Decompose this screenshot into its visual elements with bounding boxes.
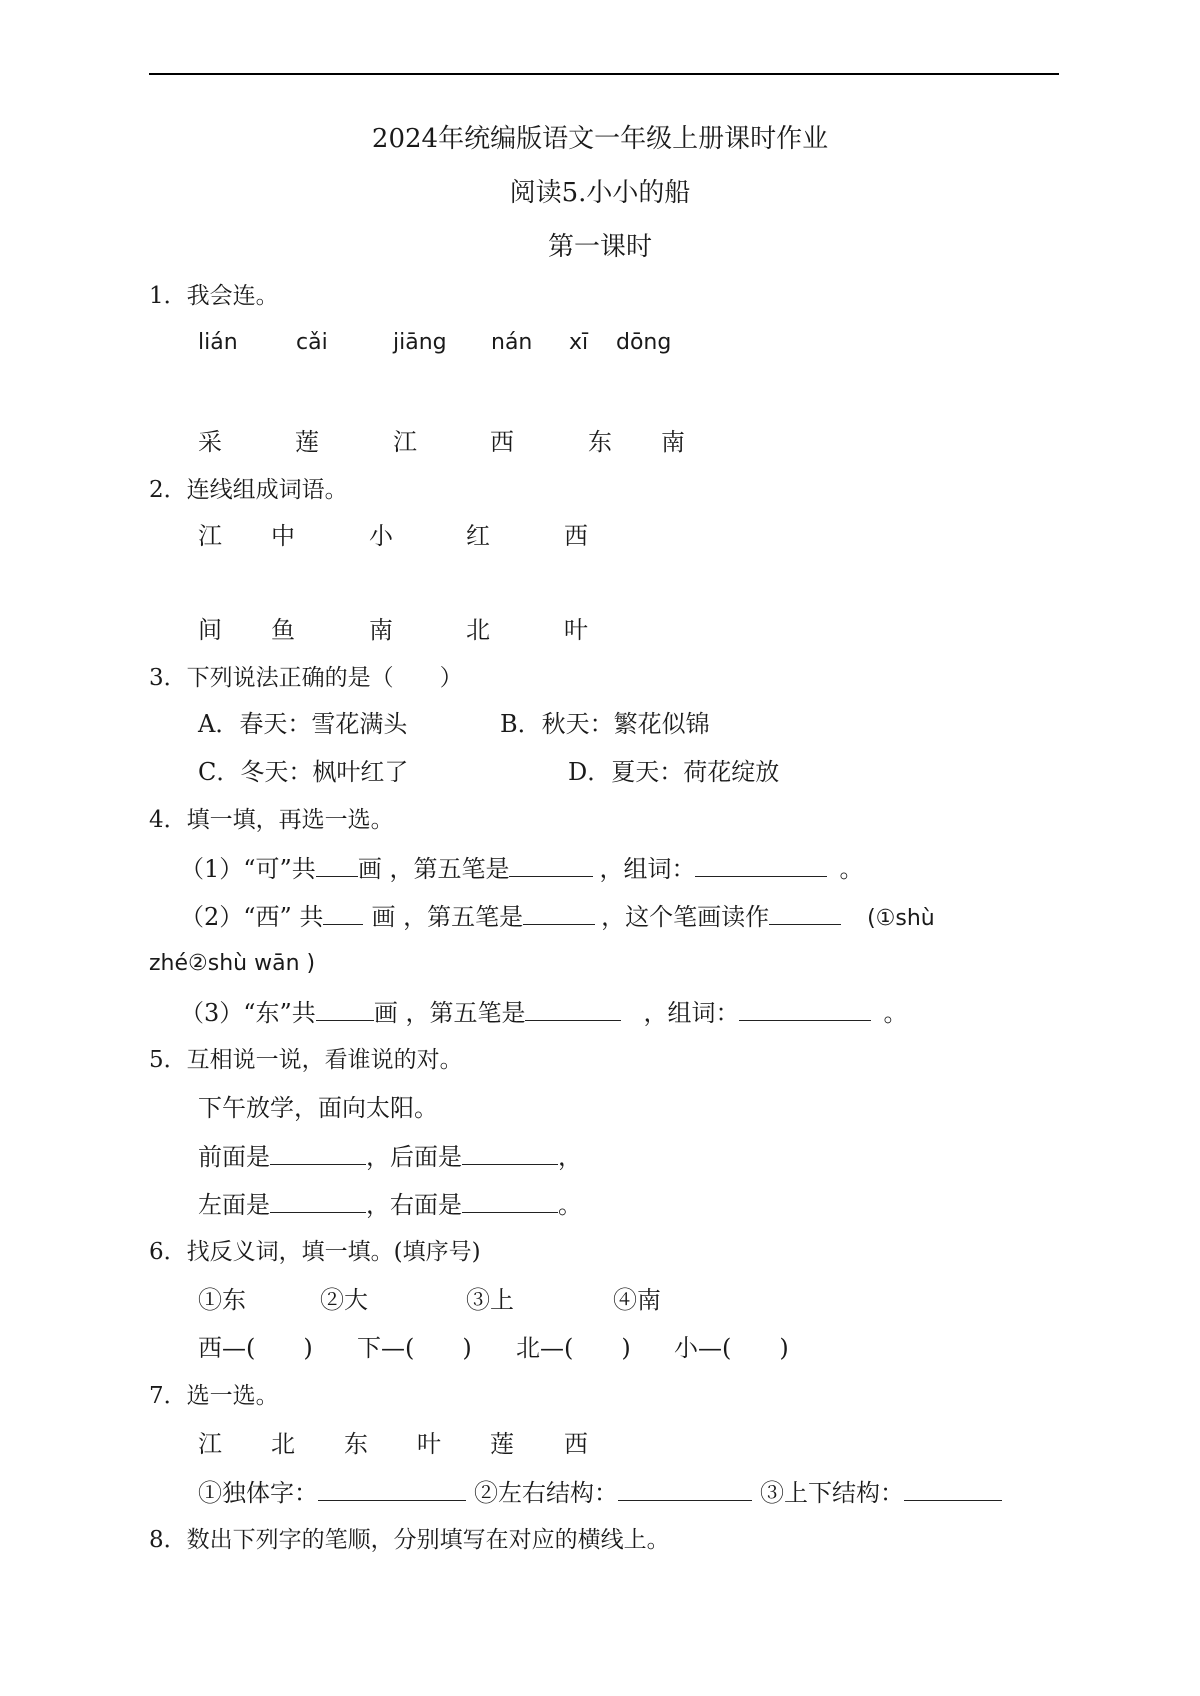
q4-item-2-text: （2）“西” 共 [180, 903, 324, 931]
question-7-stem: 7．选一选。 [149, 1383, 279, 1409]
q7-text: ①独体字： [198, 1479, 318, 1507]
q4-item-1-text: ，组词： [599, 855, 696, 883]
option-a: A．春天：雪花满头 [198, 710, 408, 738]
q4-item-1-text: 画 ，第五笔是 [357, 855, 510, 883]
char-item: 东 [588, 428, 612, 456]
char-item: 西 [564, 1430, 588, 1458]
q6-pair[interactable]: 下—( ) [357, 1334, 472, 1362]
q4-item-2 [180, 900, 935, 935]
q4-item-3-text: 画 ，第五笔是 [373, 999, 526, 1027]
question-1-stem: 1．我会连。 [149, 283, 279, 309]
q5-text: 前面是 [198, 1143, 270, 1171]
q5-text: ， [558, 1143, 582, 1171]
answer-blank[interactable] [462, 1188, 558, 1213]
q4-item-1-text: （1）“可”共 [180, 855, 316, 883]
answer-blank[interactable] [525, 996, 621, 1021]
answer-blank[interactable] [769, 900, 841, 925]
q6-pair[interactable]: 西—( ) [198, 1334, 313, 1362]
q5-text: ，右面是 [366, 1191, 462, 1219]
q5-text: 左面是 [198, 1191, 270, 1219]
q4-item-2-options-cont: zhé②shù wān ) [149, 951, 316, 976]
q4-item-2-options: (①shù [867, 906, 935, 931]
question-6-stem: 6．找反义词，填一填。(填序号) [149, 1239, 481, 1265]
q7-text: ②左右结构： [474, 1479, 618, 1507]
answer-blank[interactable] [618, 1476, 752, 1501]
question-8-stem: 8．数出下列字的笔顺，分别填写在对应的横线上。 [149, 1527, 670, 1553]
char-item: 东 [344, 1430, 368, 1458]
document-title: 2024年统编版语文一年级上册课时作业 [371, 124, 829, 154]
answer-blank[interactable] [316, 996, 374, 1021]
char-item: 南 [369, 616, 393, 644]
pinyin-item: cǎi [296, 330, 328, 355]
pinyin-item: jiāng [393, 330, 447, 355]
char-item: 莲 [490, 1430, 514, 1458]
q6-option: ③上 [466, 1286, 514, 1314]
pinyin-item: dōng [616, 330, 672, 355]
q5-prompt: 下午放学，面向太阳。 [198, 1094, 438, 1122]
question-3-stem: 3．下列说法正确的是（ ） [149, 665, 463, 691]
answer-blank[interactable] [462, 1140, 558, 1165]
q4-item-1-text: 。 [839, 855, 864, 883]
char-item: 北 [466, 616, 490, 644]
q5-text: 。 [558, 1191, 582, 1219]
char-item: 北 [271, 1430, 295, 1458]
pinyin-item: nán [491, 330, 533, 355]
q5-line-2 [198, 1188, 582, 1221]
q5-text: ，后面是 [366, 1143, 462, 1171]
q7-text: ③上下结构： [760, 1479, 904, 1507]
question-2-stem: 2．连线组成词语。 [149, 477, 348, 503]
pinyin-item: xī [569, 330, 589, 355]
q4-item-3-text: （3）“东”共 [180, 999, 316, 1027]
char-item: 小 [369, 522, 393, 550]
q6-pair[interactable]: 小—( ) [674, 1334, 789, 1362]
q4-item-3-text: ，组词： [643, 999, 740, 1027]
char-item: 西 [490, 428, 514, 456]
option-d: D．夏天：荷花绽放 [568, 758, 780, 786]
q4-item-2-text: 画 ，第五笔是 [371, 903, 524, 931]
char-item: 红 [466, 522, 490, 550]
answer-blank[interactable] [316, 852, 358, 877]
answer-blank[interactable] [509, 852, 593, 877]
char-item: 南 [661, 428, 685, 456]
char-item: 采 [198, 428, 222, 456]
q4-item-2-text: ，这个笔画读作 [601, 903, 770, 931]
answer-blank[interactable] [904, 1476, 1002, 1501]
answer-blank[interactable] [270, 1140, 366, 1165]
q5-line-1 [198, 1140, 582, 1173]
q6-option: ④南 [613, 1286, 661, 1314]
answer-blank[interactable] [523, 900, 595, 925]
q7-answers [198, 1476, 1002, 1509]
q6-option: ①东 [198, 1286, 246, 1314]
answer-blank[interactable] [270, 1188, 366, 1213]
q4-item-3 [180, 996, 907, 1029]
pinyin-item: lián [198, 330, 238, 355]
question-4-stem: 4．填一填，再选一选。 [149, 807, 394, 833]
char-item: 间 [198, 616, 222, 644]
question-5-stem: 5．互相说一说，看谁说的对。 [149, 1047, 463, 1073]
char-item: 江 [198, 1430, 222, 1458]
char-item: 叶 [564, 616, 588, 644]
char-item: 中 [271, 522, 295, 550]
answer-blank[interactable] [318, 1476, 466, 1501]
char-item: 江 [393, 428, 417, 456]
lesson-title: 阅读5.小小的船 [509, 178, 691, 208]
answer-blank[interactable] [323, 900, 363, 925]
char-item: 莲 [295, 428, 319, 456]
answer-blank[interactable] [739, 996, 871, 1021]
char-item: 鱼 [271, 616, 295, 644]
option-b: B．秋天：繁花似锦 [500, 710, 710, 738]
q4-item-1 [180, 852, 863, 885]
option-c: C．冬天：枫叶红了 [198, 758, 409, 786]
q6-option: ②大 [320, 1286, 368, 1314]
q4-item-3-text: 。 [883, 999, 908, 1027]
char-item: 西 [564, 522, 588, 550]
section-title: 第一课时 [547, 232, 652, 262]
char-item: 江 [198, 522, 222, 550]
answer-blank[interactable] [695, 852, 827, 877]
q6-pair[interactable]: 北—( ) [516, 1334, 631, 1362]
char-item: 叶 [417, 1430, 441, 1458]
header-rule [149, 73, 1059, 75]
